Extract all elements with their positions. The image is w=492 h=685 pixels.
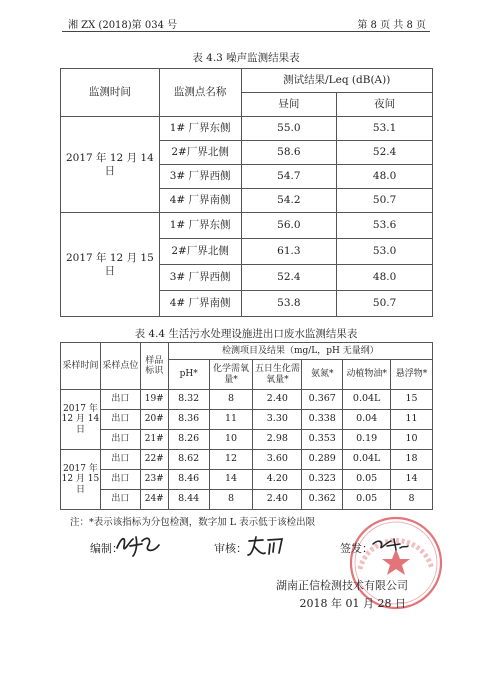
sampling-point: 出口 [100,390,140,410]
night-value: 53.1 [337,117,433,141]
result-value: 0.367 [302,390,343,410]
sample-id: 19# [140,390,168,410]
sampling-point: 出口 [100,410,140,430]
result-value: 0.05 [343,490,391,510]
header-test-items: 检测项目及结果（mg/L，pH 无量纲） [168,343,432,360]
table-row [61,343,433,360]
report-date: 2018 年 01 月 28 日 [299,597,406,610]
result-value: 2.40 [253,390,302,410]
issued-by-signature [370,536,410,554]
result-value: 8.36 [168,410,209,430]
result-value: 8 [391,490,433,510]
monitor-point: 3# 厂界西侧 [159,265,241,291]
daytime-value: 52.4 [241,265,337,291]
header-item: 氨氮* [302,360,343,390]
night-value: 48.0 [337,165,433,189]
water-table-caption: 表 4.4 生活污水处理设施进出口废水监测结果表 [134,328,358,340]
sample-id: 22# [140,450,168,470]
sample-id: 21# [140,430,168,450]
noise-table [60,68,433,317]
sampling-date: 2017 年 12 月 14 日 [61,390,101,450]
result-value: 0.04 [343,410,391,430]
result-value: 0.04L [343,450,391,470]
header-monitor-point: 监测点名称 [159,69,241,117]
result-value: 8.32 [168,390,209,410]
header-sampling-time: 采样时间 [61,343,101,390]
header-daytime: 昼间 [241,93,337,117]
water-table [60,342,433,510]
daytime-value: 58.6 [241,141,337,165]
daytime-value: 53.8 [241,291,337,317]
header-monitor-time: 监测时间 [61,69,160,117]
result-value: 4.20 [253,470,302,490]
table-row [61,490,433,510]
monitor-point: 2#厂界北侧 [159,239,241,265]
sampling-date: 2017 年 12 月 15 日 [61,450,101,510]
header-item: 动植物油* [343,360,391,390]
result-value: 10 [391,430,433,450]
sampling-point: 出口 [100,470,140,490]
page-info: 第 8 页 共 8 页 [357,20,426,31]
table-row [61,410,433,430]
result-value: 14 [209,470,253,490]
result-value: 0.289 [302,450,343,470]
daytime-value: 61.3 [241,239,337,265]
result-value: 0.353 [302,430,343,450]
table-row [61,117,433,141]
daytime-value: 54.2 [241,189,337,213]
result-value: 3.60 [253,450,302,470]
result-value: 2.98 [253,430,302,450]
doc-number: 湘 ZX (2018)第 034 号 [68,20,178,31]
header-item: 悬浮物* [391,360,433,390]
header-item: 化学需氧量* [209,360,253,390]
header-rule [62,31,430,32]
daytime-value: 55.0 [241,117,337,141]
table-row [61,390,433,410]
table-row [61,430,433,450]
header-sample-id: 样品标识 [140,343,168,390]
table-row [61,470,433,490]
night-value: 52.4 [337,141,433,165]
daytime-value: 56.0 [241,213,337,239]
result-value: 0.323 [302,470,343,490]
header-sampling-point: 采样点位 [100,343,140,390]
result-value: 15 [391,390,433,410]
monitor-point: 1# 厂界东侧 [159,213,241,239]
daytime-value: 54.7 [241,165,337,189]
result-value: 11 [391,410,433,430]
result-value: 0.338 [302,410,343,430]
prepared-by-label: 编制： [90,542,123,555]
sampling-point: 出口 [100,490,140,510]
sampling-point: 出口 [100,450,140,470]
header-test-result: 测试结果/Leq (dB(A)) [241,69,433,93]
monitor-point: 4# 厂界南侧 [159,189,241,213]
issued-by-label: 签发： [340,542,373,555]
table-row [61,450,433,470]
result-value: 0.19 [343,430,391,450]
monitor-date: 2017 年 12 月 15 日 [61,213,160,317]
result-value: 8.44 [168,490,209,510]
night-value: 53.0 [337,239,433,265]
header-item: 五日生化需氧量* [253,360,302,390]
noise-table-caption: 表 4.3 噪声监测结果表 [192,52,300,64]
result-value: 11 [209,410,253,430]
header-night: 夜间 [337,93,433,117]
sample-id: 24# [140,490,168,510]
night-value: 50.7 [337,291,433,317]
sampling-point: 出口 [100,430,140,450]
result-value: 10 [209,430,253,450]
result-value: 8.62 [168,450,209,470]
result-value: 8.46 [168,470,209,490]
sample-id: 23# [140,470,168,490]
table-row [61,213,433,239]
monitor-point: 3# 厂界西侧 [159,165,241,189]
result-value: 8 [209,390,253,410]
night-value: 50.7 [337,189,433,213]
reviewed-by-label: 审核： [214,542,247,555]
company-name: 湖南正信检测技术有限公司 [276,579,408,592]
table-note: 注：*表示该指标为分包检测，数字加 L 表示低于该检出限 [70,517,316,528]
monitor-date: 2017 年 12 月 14 日 [61,117,160,213]
result-value: 2.40 [253,490,302,510]
monitor-point: 1# 厂界东侧 [159,117,241,141]
result-value: 8 [209,490,253,510]
header-item: pH* [168,360,209,390]
result-value: 3.30 [253,410,302,430]
night-value: 53.6 [337,213,433,239]
result-value: 12 [209,450,253,470]
result-value: 0.05 [343,470,391,490]
reviewed-by-signature [246,535,286,557]
result-value: 0.362 [302,490,343,510]
prepared-by-signature [114,532,162,558]
monitor-point: 4# 厂界南侧 [159,291,241,317]
result-value: 8.26 [168,430,209,450]
sample-id: 20# [140,410,168,430]
result-value: 14 [391,470,433,490]
monitor-point: 2#厂界北侧 [159,141,241,165]
night-value: 48.0 [337,265,433,291]
table-row [61,69,433,93]
result-value: 18 [391,450,433,470]
result-value: 0.04L [343,390,391,410]
